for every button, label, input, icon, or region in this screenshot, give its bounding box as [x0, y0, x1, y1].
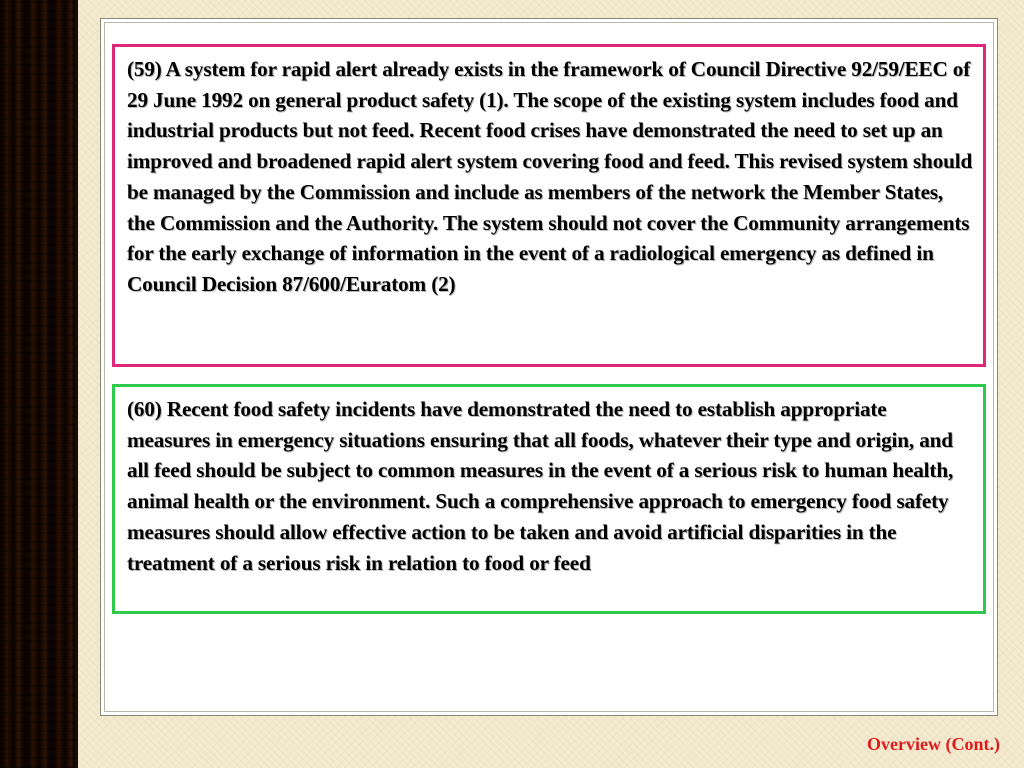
paragraph-60-box	[112, 384, 986, 614]
slide-footer-title: Overview (Cont.)	[867, 734, 1000, 754]
decorative-side-border	[0, 0, 78, 768]
paragraph-60-text: (60) Recent food safety incidents have demonstrated the need to establish appropriate measures in emergency situations ensuring that all foods, whatever their type and origin, and all feed should be subject to common measures in the event of a serious risk to human health, animal health or the environment. Such a comprehensive approach to emergency food safety measures should allow effective action to be taken and avoid artificial disparities in the treatment of a serious risk in relation to food or feed	[127, 397, 954, 575]
paragraph-59-box	[112, 44, 986, 367]
paragraph-59-text: (59) A system for rapid alert already exists in the framework of Council Directive 92/59/EEC of 29 June 1992 on general product safety (1). The scope of the existing system includes food and industrial products but not feed. Recent food crises have demonstrated the need to set up an improved and broadened rapid alert system covering food and feed. This revised system should be managed by the Commission and include as members of the network the Member States, the Commission and the Authority. The system should not cover the Community arrangements for the early exchange of information in the event of a radiological emergency as defined in Council Decision 87/600/Euratom (2)	[127, 57, 973, 296]
